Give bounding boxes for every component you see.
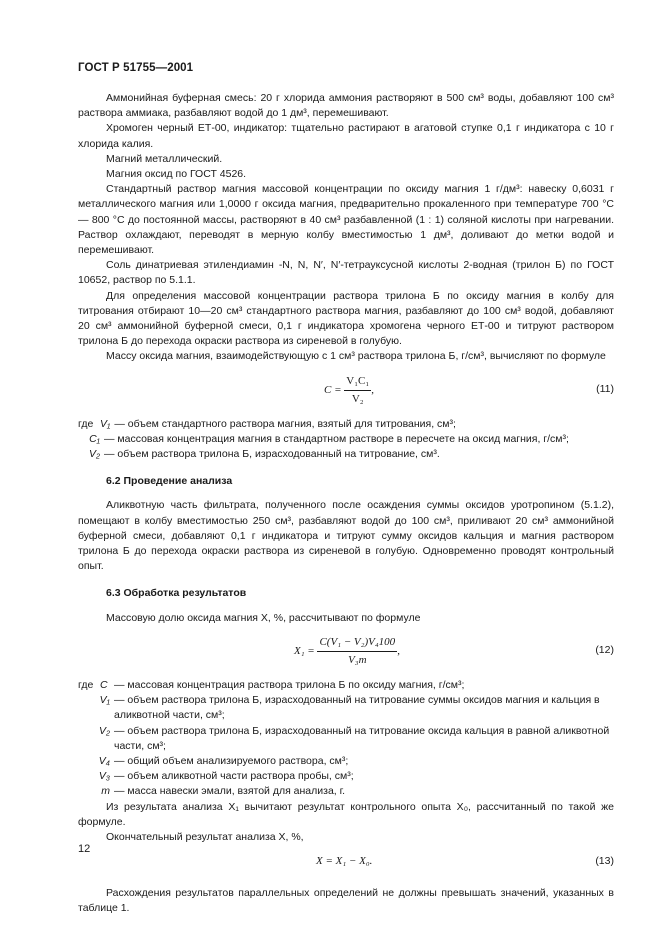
- definition-row: [78, 769, 614, 784]
- definition-symbol: V₂: [88, 448, 100, 461]
- formula-tail: ,: [371, 383, 374, 396]
- paragraph: Окончательный результат анализа X, %,: [106, 830, 304, 843]
- definition-row: [78, 417, 614, 432]
- where-label: где: [78, 417, 94, 430]
- definition-symbol: V₁: [99, 694, 110, 707]
- paragraph: Хромоген черный ЕТ-00, индикатор: тщательно растирают в агатовой ступке 0,1 г индикатора с 10 г хлорида калия.: [78, 122, 614, 150]
- spacer: [78, 669, 614, 678]
- where-label: где: [78, 678, 94, 691]
- formula-numerator: V₁C₁: [344, 374, 371, 391]
- formula-fraction: [317, 635, 397, 668]
- definition-text: — объем стандартного раствора магния, взятый для титрования, см³;: [114, 417, 456, 430]
- formula-12: [78, 635, 614, 669]
- formula-tail: ,: [397, 645, 400, 658]
- definition-symbol: V₄: [98, 754, 110, 767]
- paragraph: Соль динатриевая этилендиамин -N, N, N′, N′-тетрауксусной кислоты 2-водная (трилон Б) по ГОСТ 10652, раствор по 5.1.1.: [78, 259, 614, 287]
- definition-row: [78, 678, 614, 693]
- paragraph: Магния оксид по ГОСТ 4526.: [106, 168, 247, 181]
- definitions-11: [78, 417, 614, 463]
- section-heading-6-2: 6.2 Проведение анализа: [106, 475, 233, 488]
- document-body: [78, 91, 614, 917]
- spacer: [78, 408, 614, 417]
- formula-lhs: C =: [324, 383, 342, 396]
- spacer: [78, 365, 614, 374]
- spacer: [78, 462, 614, 474]
- spacer: [78, 874, 614, 886]
- formula-number: (11): [596, 382, 614, 395]
- spacer: [78, 845, 614, 854]
- spacer: [78, 602, 614, 611]
- spacer: [78, 574, 614, 586]
- definition-row: [78, 724, 614, 754]
- definition-text: — объем раствора трилона Б, израсходованный на титрование оксида кальция в равной аликвотной части, см³;: [114, 724, 610, 752]
- formula-denominator: V₃m: [348, 654, 367, 667]
- paragraph: Массовую долю оксида магния X, %, рассчитывают по формуле: [106, 611, 421, 624]
- formula-denominator: V₂: [351, 392, 364, 405]
- definition-symbol: m: [101, 785, 110, 798]
- standard-header: ГОСТ Р 51755—2001: [78, 62, 194, 74]
- definition-text: — массовая концентрация магния в стандартном растворе в пересчете на оксид магния, г/см³;: [104, 432, 569, 445]
- section-heading-6-3: 6.3 Обработка результатов: [106, 587, 247, 600]
- paragraph: Из результата анализа X₁ вычитают результат контрольного опыта X₀, рассчитанный по такой же формуле.: [78, 800, 614, 828]
- definition-text: — массовая концентрация раствора трилона Б по оксиду магния, г/см³;: [114, 678, 465, 691]
- formula-expression: [316, 854, 372, 869]
- formula-lhs: X₁ =: [294, 645, 315, 658]
- formula-numerator: C(V₁ − V₂)V₄100: [317, 635, 397, 652]
- formula-number: (12): [595, 643, 614, 656]
- paragraph: Расхождения результатов параллельных определений не должны превышать значений, указанных в таблице 1.: [78, 887, 614, 915]
- formula-11: [78, 374, 614, 408]
- paragraph: Магний металлический.: [106, 152, 223, 165]
- formula-expression: [324, 374, 374, 407]
- definition-symbol: C₁: [89, 432, 100, 445]
- formula-expression: [294, 635, 400, 668]
- formula-text: X = X₁ − X₀.: [316, 855, 373, 868]
- definitions-12: [78, 678, 614, 800]
- paragraph: Массу оксида магния, взаимодействующую с 1 см³ раствора трилона Б, г/см³, вычисляют по формуле: [106, 350, 606, 363]
- definition-symbol: V₃: [98, 770, 110, 783]
- formula-13: [78, 854, 614, 874]
- paragraph: Для определения массовой концентрации раствора трилона Б по оксиду магния в колбу для титрования отбирают 10—20 см³ стандартного раствора магния, разбавляют до 100 см³ водой, добавляют 20 см³ аммонийной буферной смеси, 0,1 г индикатора хромогена черного ЕТ-00 и титруют раствором трилона Б до перехода окраски раствора из сиреневой в голубую.: [78, 289, 614, 348]
- definition-row: [78, 432, 614, 447]
- definition-symbol: V₂: [98, 724, 110, 737]
- definition-text: — объем раствора трилона Б, израсходованный на титрование суммы оксидов магния и кальция в аликвотной части, см³;: [114, 694, 600, 722]
- definition-text: — объем раствора трилона Б, израсходованный на титрование, см³.: [104, 448, 440, 461]
- page-number: 12: [78, 843, 91, 855]
- definition-text: — общий объем анализируемого раствора, см³;: [114, 754, 349, 767]
- paragraph: Аммонийная буферная смесь: 20 г хлорида аммония растворяют в 500 см³ воды, добавляют 100 см³ раствора аммиака, разбавляют водой до 1 дм³, перемешивают.: [78, 92, 614, 120]
- paragraph: Стандартный раствор магния массовой концентрации по оксиду магния 1 г/дм³: навеску 0,6031 г металлического магния или 1,0000 г оксида магния, предварительно прокаленного при температуре 700 °С — 800 °С до постоянной массы, растворяют в 40 см³ разбавленной (1 : 1) соляной кислоты при нагревании. Раствор охлаждают, переводят в мерную колбу вместимостью 1 дм³, доливают до метки водой и перемешивают.: [78, 183, 614, 257]
- definition-row: [78, 784, 614, 799]
- formula-number: (13): [595, 855, 614, 868]
- definition-symbol: V₁: [100, 417, 111, 430]
- definition-text: — объем аликвотной части раствора пробы, см³;: [114, 770, 354, 783]
- spacer: [78, 626, 614, 635]
- definition-row: [78, 447, 614, 462]
- formula-fraction: [344, 374, 371, 407]
- paragraph: Аликвотную часть фильтрата, полученного после осаждения суммы оксидов уротропином (5.1.2), помещают в колбу вместимостью 250 см³, разбавляют водой до 100 см³, приливают 20 см³ аммонийной буферной смеси, добавляют 0,1 г индикатора и титруют сумму оксидов кальция и магния раствором трилона Б до перехода окраски раствора из сиреневой в голубую. Одновременно проводят контрольный опыт.: [78, 499, 614, 573]
- spacer: [78, 489, 614, 498]
- definition-row: [78, 754, 614, 769]
- definition-symbol: C: [100, 678, 108, 691]
- definition-text: — масса навески эмали, взятой для анализа, г.: [114, 785, 346, 798]
- definition-row: [78, 693, 614, 723]
